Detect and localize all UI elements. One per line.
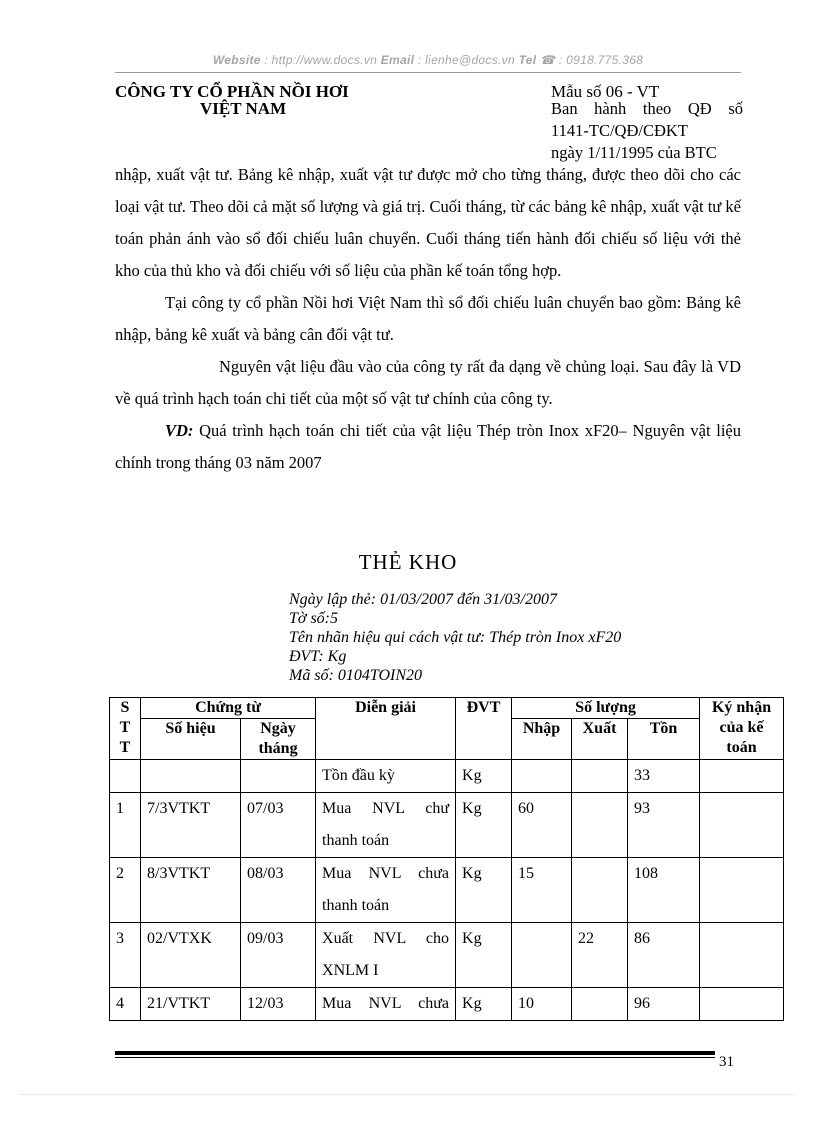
stock-card-title: THẺ KHO — [358, 550, 458, 574]
example-text: Quá trình hạch toán chi tiết của vật liệu Thép tròn Inox xF20– Nguyên vật liệu chính trong tháng 03 năm 2007 — [115, 421, 741, 472]
header-stt: S T T — [110, 698, 141, 760]
website-label: Website — [212, 53, 261, 67]
cell-ky-nhan — [700, 793, 784, 858]
cell-xuat — [572, 793, 628, 858]
cell-ngay: 09/03 — [241, 923, 316, 988]
cell-ton: 108 — [628, 858, 700, 923]
date-line: Ngày lập thẻ: 01/03/2007 đến 31/03/2007 — [289, 591, 557, 608]
cell-xuat — [572, 760, 628, 793]
cell-stt — [110, 760, 141, 793]
table-row — [110, 988, 784, 1021]
cell-dvt: Kg — [456, 760, 512, 793]
stock-card-info — [289, 590, 621, 685]
cell-stt: 3 — [110, 923, 141, 988]
cell-so-hieu: 02/VTXK — [141, 923, 241, 988]
cell-so-hieu — [141, 760, 241, 793]
paragraph-3: Nguyên vật liệu đầu vào của công ty rất đa dạng về chủng loại. Sau đây là VD về quá trình hạch toán chi tiết của một số vật tư chính của công ty. — [115, 357, 741, 408]
cell-dien-giai: Mua NVL chưa thanh toán — [316, 858, 456, 923]
cell-ky-nhan — [700, 760, 784, 793]
material-name-line: Tên nhãn hiệu qui cách vật tư: Thép tròn Inox xF20 — [289, 629, 622, 646]
cell-ky-nhan — [700, 923, 784, 988]
cell-dvt: Kg — [456, 858, 512, 923]
header-nhap: Nhập — [512, 719, 572, 760]
cell-ky-nhan — [700, 858, 784, 923]
header-ton: Tồn — [628, 719, 700, 760]
table-row — [110, 760, 784, 793]
cell-dvt: Kg — [456, 923, 512, 988]
cell-nhap: 60 — [512, 793, 572, 858]
paragraph-2: Tại công ty cổ phần Nồi hơi Việt Nam thì sổ đối chiếu luân chuyển bao gồm: Bảng kê nhập, bảng kê xuất và bảng cân đối vật tư. — [115, 293, 741, 344]
cell-ton: 33 — [628, 760, 700, 793]
form-ref-line-3: ngày 1/11/1995 của BTC — [551, 143, 717, 162]
email-value: : lienhe@docs.vn — [414, 53, 519, 67]
cell-dien-giai: Mua NVL chư thanh toán — [316, 793, 456, 858]
cell-dvt: Kg — [456, 793, 512, 858]
tel-value: ☎ : 0918.775.368 — [536, 53, 644, 67]
tel-label: Tel — [518, 53, 537, 67]
stock-card-table — [109, 697, 784, 1021]
paragraph-4 — [115, 415, 741, 479]
cell-nhap — [512, 923, 572, 988]
website-value: : http://www.docs.vn — [260, 53, 381, 67]
page-number: 31 — [719, 1054, 734, 1070]
sheet-line: Tờ số:5 — [289, 610, 338, 627]
cell-so-hieu: 7/3VTKT — [141, 793, 241, 858]
header-so-luong: Số lượng — [512, 698, 700, 719]
cell-ngay: 08/03 — [241, 858, 316, 923]
cell-ton: 96 — [628, 988, 700, 1021]
header-dien-giai: Diễn giải — [316, 698, 456, 760]
clipped-company-name: CÔNG TY CỔ PHẦN NỒI HƠI — [115, 82, 349, 101]
code-line: Mã số: 0104TOIN20 — [289, 667, 423, 684]
body-text — [115, 159, 741, 479]
cell-dien-giai: Xuất NVL cho XNLM I — [316, 923, 456, 988]
header-ky-nhan: Ký nhận của kế toán — [700, 698, 784, 760]
unit-line: ĐVT: Kg — [289, 648, 347, 665]
footer-divider-thick — [115, 1051, 715, 1055]
header-chung-tu: Chứng từ — [141, 698, 316, 719]
cell-dvt: Kg — [456, 988, 512, 1021]
header-divider — [115, 72, 741, 73]
page-header — [115, 53, 741, 73]
form-reference — [551, 98, 743, 164]
cell-dien-giai: Mua NVL chưa — [316, 988, 456, 1021]
header-xuat: Xuất — [572, 719, 628, 760]
cell-nhap — [512, 760, 572, 793]
cell-so-hieu: 21/VTKT — [141, 988, 241, 1021]
cell-ky-nhan — [700, 988, 784, 1021]
cell-xuat: 22 — [572, 923, 628, 988]
cell-stt: 4 — [110, 988, 141, 1021]
cell-ton: 93 — [628, 793, 700, 858]
cell-so-hieu: 8/3VTKT — [141, 858, 241, 923]
form-ref-line-1: Ban hành theo QĐ số — [551, 99, 743, 118]
cell-dien-giai: Tồn đầu kỳ — [316, 760, 456, 793]
form-ref-line-2: 1141-TC/QĐ/CĐKT — [551, 121, 688, 140]
cell-xuat — [572, 988, 628, 1021]
header-dvt: ĐVT — [456, 698, 512, 760]
cell-nhap: 15 — [512, 858, 572, 923]
page-bottom-dotted-line — [20, 1094, 796, 1095]
example-label: VD: — [165, 421, 194, 440]
cell-ngay: 12/03 — [241, 988, 316, 1021]
header-so-hieu: Số hiệu — [141, 719, 241, 760]
header-ngay-thang: Ngày tháng — [241, 719, 316, 760]
cell-ton: 86 — [628, 923, 700, 988]
paragraph-1: nhập, xuất vật tư. Bảng kê nhập, xuất vật tư được mở cho từng tháng, được theo dõi cho các loại vật tư. Theo dõi cả mặt số lượng và giá trị. Cuối tháng, từ các bảng kê nhập, xuất vật tư kế toán phản ánh vào sổ đối chiếu luân chuyển. Cuối tháng tiến hành đối chiếu số liệu với thẻ kho của thủ kho và đối chiếu với số liệu của phần kế toán tổng hợp. — [115, 165, 741, 280]
table-row — [110, 858, 784, 923]
footer-divider-thin — [115, 1057, 715, 1058]
cell-nhap: 10 — [512, 988, 572, 1021]
cell-ngay: 07/03 — [241, 793, 316, 858]
cell-stt: 1 — [110, 793, 141, 858]
clipped-form-code: Mẫu số 06 - VT — [551, 82, 660, 101]
cell-xuat — [572, 858, 628, 923]
table-row — [110, 793, 784, 858]
cell-ngay — [241, 760, 316, 793]
table-row — [110, 923, 784, 988]
company-name: VIỆT NAM — [200, 99, 287, 118]
cell-stt: 2 — [110, 858, 141, 923]
email-label: Email — [380, 53, 415, 67]
